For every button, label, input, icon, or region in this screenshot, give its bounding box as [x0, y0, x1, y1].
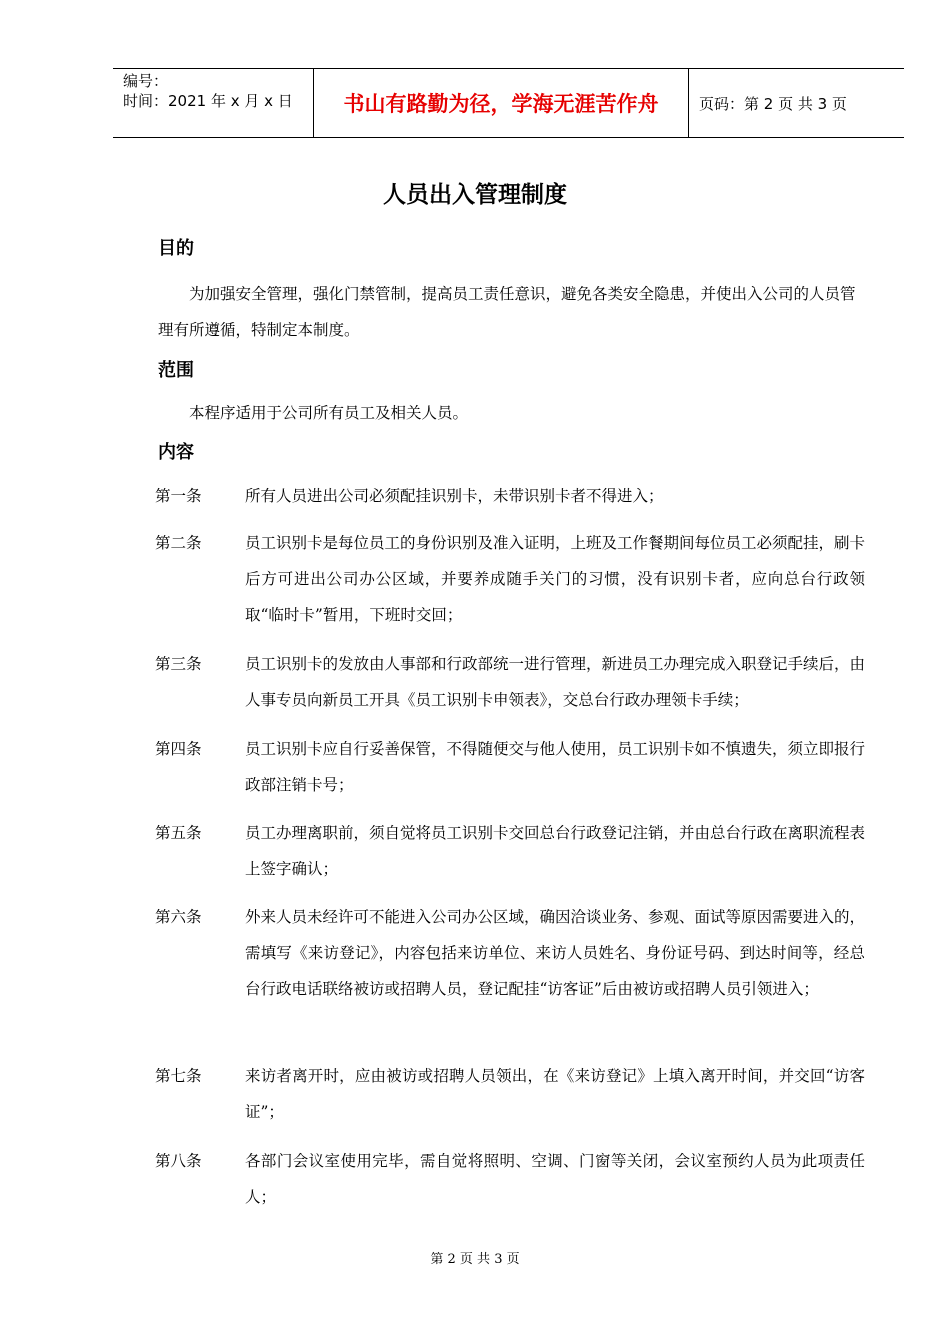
article-text: 外来人员未经许可不能进入公司办公区域，确因洽谈业务、参观、面试等原因需要进入的，需填写《来访登记》，内容包括来访单位、来访人员姓名、身份证号码、到达时间等，经总台行政电话联络被访或招聘人员，登记配挂“访客证”后由被访或招聘人员引领进入； [245, 908, 866, 998]
header-motto: 书山有路勤为径，学海无涯苦作舟 [314, 69, 689, 137]
article-number: 第七条 [155, 1067, 202, 1085]
document-title: 人员出入管理制度 [383, 182, 567, 208]
article-number: 第二条 [155, 534, 202, 552]
article-text: 员工识别卡的发放由人事部和行政部统一进行管理，新进员工办理完成入职登记手续后，由人事专员向新员工开具《员工识别卡申领表》，交总台行政办理领卡手续； [245, 655, 866, 709]
article-1 [155, 478, 865, 514]
header-page-label: 页码：第 2 页 共 3 页 [699, 94, 847, 113]
article-text: 员工识别卡是每位员工的身份识别及准入证明，上班及工作餐期间每位员工必须配挂，刷卡后方可进出公司办公区域，并要养成随手关门的习惯，没有识别卡者，应向总台行政领取“临时卡”暂用，下班时交回； [245, 534, 866, 624]
scope-heading: 范围 [158, 360, 194, 381]
purpose-heading: 目的 [158, 238, 194, 259]
scope-paragraph: 本程序适用于公司所有员工及相关人员。 [189, 404, 469, 422]
article-7 [155, 1058, 865, 1130]
article-number: 第三条 [155, 655, 202, 673]
number-label: 编号： [123, 72, 169, 90]
article-number: 第一条 [155, 487, 202, 505]
article-number: 第五条 [155, 824, 202, 842]
article-text: 员工办理离职前，须自觉将员工识别卡交回总台行政登记注销，并由总台行政在离职流程表上签字确认； [245, 824, 866, 878]
article-2 [155, 525, 865, 633]
time-label: 时间：2021 年 x 月 x 日 [123, 92, 293, 110]
article-number: 第四条 [155, 740, 202, 758]
article-number: 第八条 [155, 1152, 202, 1170]
header-meta [113, 69, 314, 137]
content-heading: 内容 [158, 442, 194, 463]
article-3 [155, 646, 865, 718]
article-text: 所有人员进出公司必须配挂识别卡，未带识别卡者不得进入； [245, 487, 664, 505]
article-6 [155, 899, 865, 1007]
article-4 [155, 731, 865, 803]
article-5 [155, 815, 865, 887]
article-number: 第六条 [155, 908, 202, 926]
article-text: 来访者离开时，应由被访或招聘人员领出，在《来访登记》上填入离开时间，并交回“访客证”； [245, 1067, 865, 1121]
article-8 [155, 1143, 865, 1215]
article-text: 员工识别卡应自行妥善保管，不得随便交与他人使用，员工识别卡如不慎遗失，须立即报行政部注销卡号； [245, 740, 866, 794]
purpose-paragraph: 为加强安全管理，强化门禁管制，提高员工责任意识，避免各类安全隐患，并使出入公司的人员管理有所遵循，特制定本制度。 [158, 285, 856, 339]
page-header [113, 68, 904, 138]
page-footer: 第 2 页 共 3 页 [430, 1252, 520, 1267]
article-text: 各部门会议室使用完毕，需自觉将照明、空调、门窗等关闭，会议室预约人员为此项责任人； [245, 1152, 865, 1206]
